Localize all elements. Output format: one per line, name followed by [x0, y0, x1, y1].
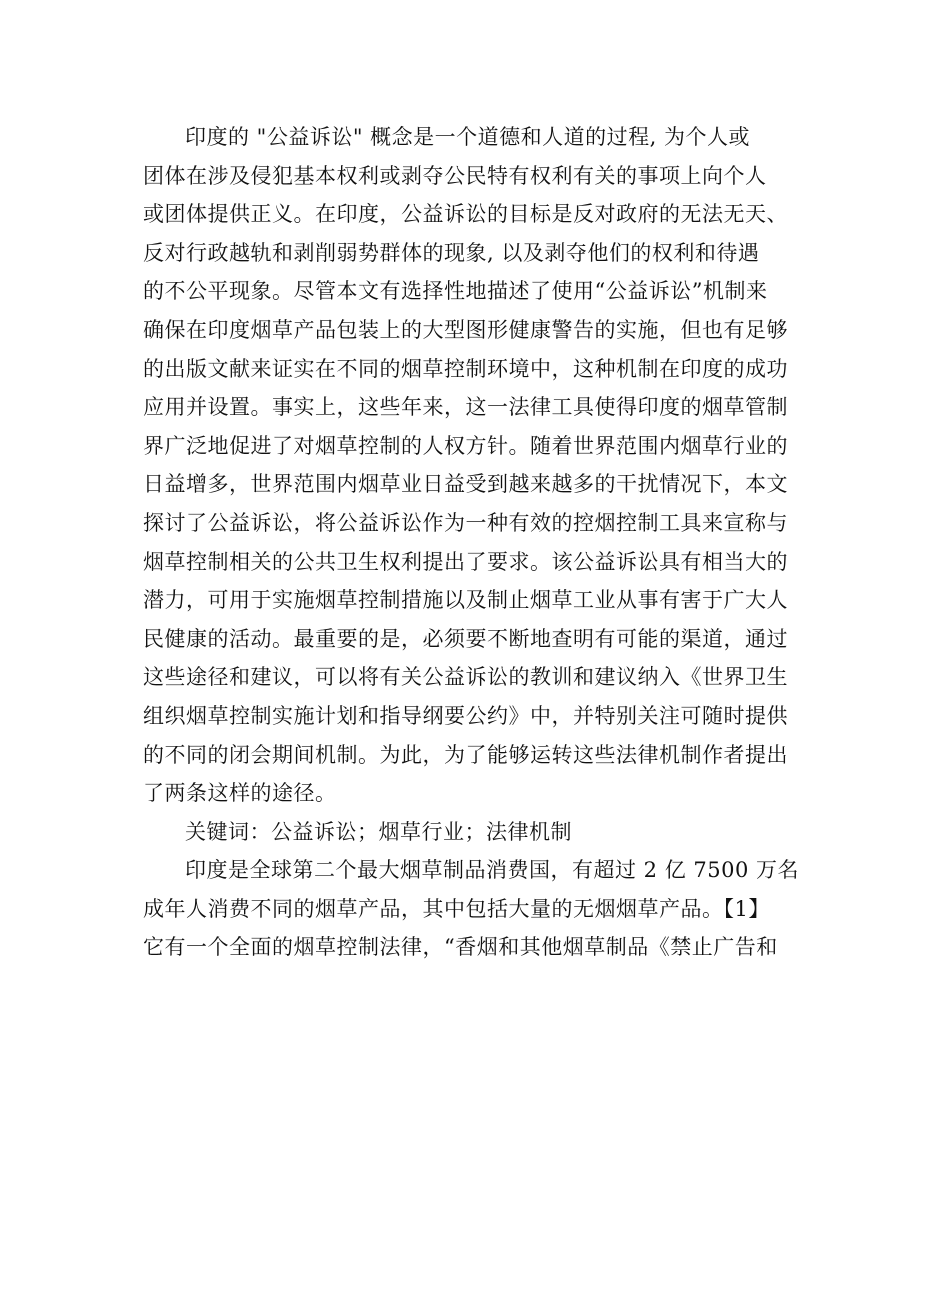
text-line: 成年人消费不同的烟草产品，其中包括大量的无烟烟草产品。【1】 [143, 896, 770, 921]
text-line: 民健康的活动。最重要的是，必须要不断地查明有可能的渠道，通过 [143, 626, 788, 651]
text-line: 了两条这样的途径。 [143, 781, 337, 806]
document-body [143, 118, 800, 967]
text-line: 它有一个全面的烟草控制法律，“香烟和其他烟草制品《禁止广告和 [143, 935, 778, 960]
text-line: 烟草控制相关的公共卫生权利提出了要求。该公益诉讼具有相当大的 [143, 549, 788, 574]
text-line: 反对行政越轨和剥削弱势群体的现象, 以及剥夺他们的权利和待遇 [143, 240, 760, 265]
text-line: 的不同的闭会期间机制。为此，为了能够运转这些法律机制作者提出 [143, 742, 788, 767]
paragraph-abstract [143, 118, 791, 813]
paragraph-introduction [143, 851, 800, 967]
text-line: 印度的 "公益诉讼" 概念是一个道德和人道的过程, 为个人或 [185, 125, 751, 149]
text-line: 组织烟草控制实施计划和指导纲要公约》中，并特别关注可随时提供 [143, 703, 788, 728]
text-line: 这些途径和建议，可以将有关公益诉讼的教训和建议纳入《世界卫生 [143, 665, 788, 690]
text-line: 探讨了公益诉讼，将公益诉讼作为一种有效的控烟控制工具来宣称与 [143, 510, 788, 535]
text-line: 的不公平现象。尽管本文有选择性地描述了使用“公益诉讼”机制来 [143, 279, 768, 304]
text-line: 潜力，可用于实施烟草控制措施以及制止烟草工业从事有害于广大人 [143, 588, 788, 613]
text-line: 团体在涉及侵犯基本权利或剥夺公民特有权利有关的事项上向个人 [143, 163, 767, 188]
text-line: 日益增多，世界范围内烟草业日益受到越来越多的干扰情况下，本文 [143, 472, 788, 497]
text-line: 印度是全球第二个最大烟草制品消费国，有超过 2 亿 7500 万名 [185, 858, 800, 883]
keywords [143, 813, 791, 852]
text-line: 确保在印度烟草产品包装上的大型图形健康警告的实施，但也有足够 [143, 317, 788, 342]
keywords-line: 关键词：公益诉讼；烟草行业；法律机制 [185, 819, 572, 844]
text-line: 应用并设置。事实上，这些年来，这一法律工具使得印度的烟草管制 [143, 395, 788, 420]
text-line: 或团体提供正义。在印度，公益诉讼的目标是反对政府的无法无天、 [143, 202, 788, 227]
text-line: 界广泛地促进了对烟草控制的人权方针。随着世界范围内烟草行业的 [143, 433, 788, 458]
text-line: 的出版文献来证实在不同的烟草控制环境中，这种机制在印度的成功 [143, 356, 788, 381]
